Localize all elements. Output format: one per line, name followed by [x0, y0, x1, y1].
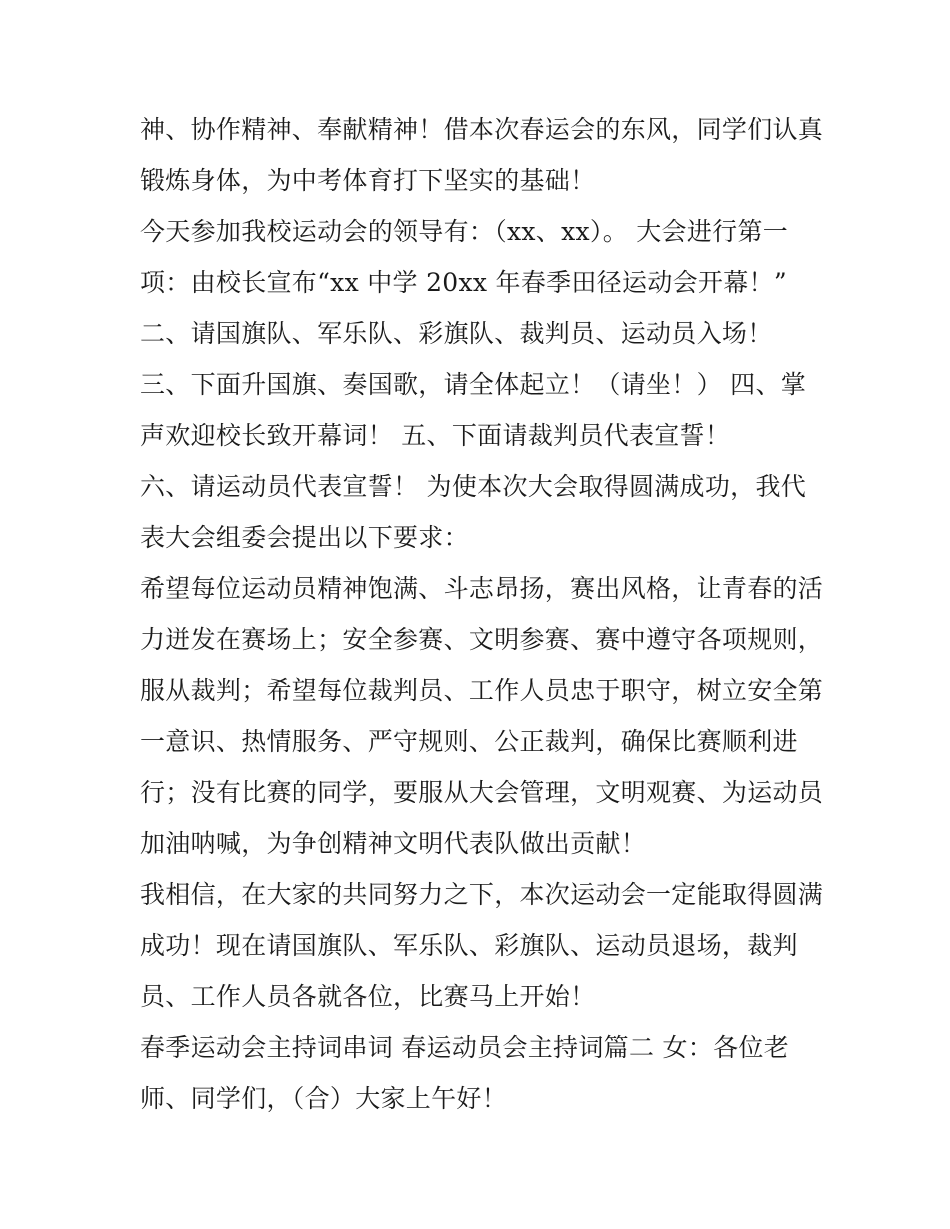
text-line: 今天参加我校运动会的领导有：（xx、xx）。 大会进行第一 [140, 217, 789, 246]
text-line: 员、工作人员各就各位，比赛马上开始！ [140, 982, 596, 1011]
text-line: 春季运动会主持词串词 春运动员会主持词篇二 女：各位老 [140, 1033, 789, 1062]
text-line: 成功！现在请国旗队、军乐队、彩旗队、运动员退场，裁判 [140, 931, 798, 960]
text-line: 声欢迎校长致开幕词！ 五、下面请裁判员代表宣誓！ [140, 421, 731, 450]
text-line: 锻炼身体，为中考体育打下坚实的基础！ [140, 166, 596, 195]
text-line: 三、下面升国旗、奏国歌，请全体起立！（请坐！） 四、掌 [140, 370, 807, 399]
text-line: 表大会组委会提出以下要求： [140, 523, 469, 552]
text-line: 师、同学们，（合）大家上午好！ [140, 1084, 508, 1113]
text-line: 希望每位运动员精神饱满、斗志昂扬，赛出风格，让青春的活 [140, 574, 824, 603]
text-line: 六、请运动员代表宣誓！ 为使本次大会取得圆满成功，我代 [140, 472, 807, 501]
text-line: 二、请国旗队、军乐队、彩旗队、裁判员、运动员入场！ [140, 319, 773, 348]
document-body [140, 104, 824, 1124]
text-line: 神、协作精神、奉献精神！借本次春运会的东风，同学们认真 [140, 115, 824, 144]
text-line: 加油呐喊，为争创精神文明代表队做出贡献！ [140, 829, 647, 858]
text-line: 服从裁判；希望每位裁判员、工作人员忠于职守，树立安全第 [140, 676, 824, 705]
text-line: 行；没有比赛的同学，要服从大会管理，文明观赛、为运动员 [140, 778, 824, 807]
text-line: 我相信，在大家的共同努力之下，本次运动会一定能取得圆满 [140, 880, 824, 909]
text-line: 力迸发在赛场上；安全参赛、文明参赛、赛中遵守各项规则， [140, 625, 824, 654]
text-line: 项：由校长宣布“xx 中学 20xx 年春季田径运动会开幕！” [140, 268, 787, 297]
text-line: 一意识、热情服务、严守规则、公正裁判，确保比赛顺利进 [140, 727, 798, 756]
